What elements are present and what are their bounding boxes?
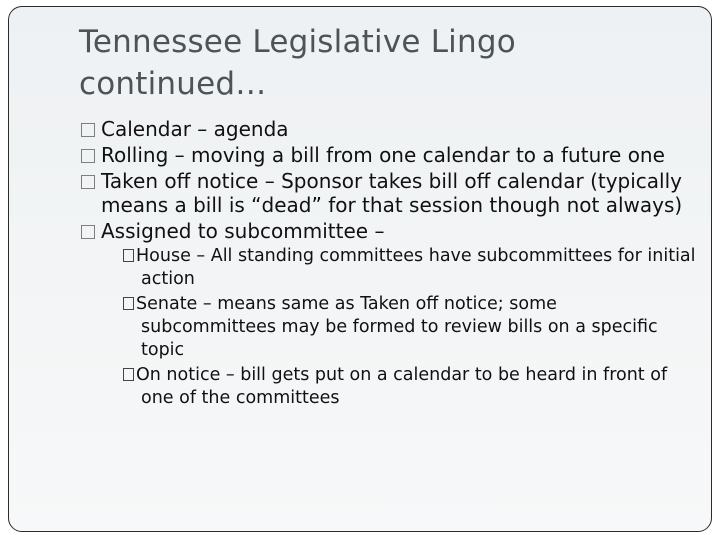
bullet-item-rolling: [81, 143, 691, 167]
sub-bullet-text: Senate – means same as Taken off notice; some subcommittees may be formed to review bills on a specific topic: [136, 294, 658, 360]
bullet-text: Taken off notice – Sponsor takes bill off calendar (typically means a bill is “dead” for that session though not always): [101, 169, 683, 217]
bullet-item-calendar: [81, 117, 691, 141]
sub-bullet-item-house: [123, 245, 696, 291]
square-bullet-icon: [81, 225, 95, 239]
square-bullet-icon: [81, 175, 95, 189]
sub-bullet-container: [81, 245, 696, 410]
slide-title: [79, 21, 699, 105]
sub-bullet-list: [81, 245, 696, 410]
square-bullet-icon: [81, 123, 95, 137]
title-line-2: continued…: [79, 66, 267, 102]
bullet-item-assigned-to-subcommittee: [81, 219, 691, 243]
sub-bullet-text: On notice – bill gets put on a calendar to be heard in front of one of the committees: [136, 365, 668, 408]
sub-bullet-icon: [123, 368, 134, 381]
sub-bullet-item-on-notice: [123, 364, 696, 410]
bullet-text: Calendar – agenda: [101, 117, 289, 141]
bullet-item-taken-off-notice: [81, 169, 691, 217]
bullet-text: Assigned to subcommittee –: [101, 219, 385, 243]
sub-bullet-item-senate: [123, 293, 696, 362]
slide: [8, 6, 712, 532]
bullet-list: [81, 115, 696, 410]
sub-bullet-icon: [123, 249, 134, 262]
sub-bullet-text: House – All standing committees have subcommittees for initial action: [136, 246, 696, 289]
sub-bullet-icon: [123, 297, 134, 310]
bullet-text: Rolling – moving a bill from one calendar to a future one: [101, 143, 665, 167]
square-bullet-icon: [81, 149, 95, 163]
title-line-1: Tennessee Legislative Lingo: [79, 24, 516, 60]
